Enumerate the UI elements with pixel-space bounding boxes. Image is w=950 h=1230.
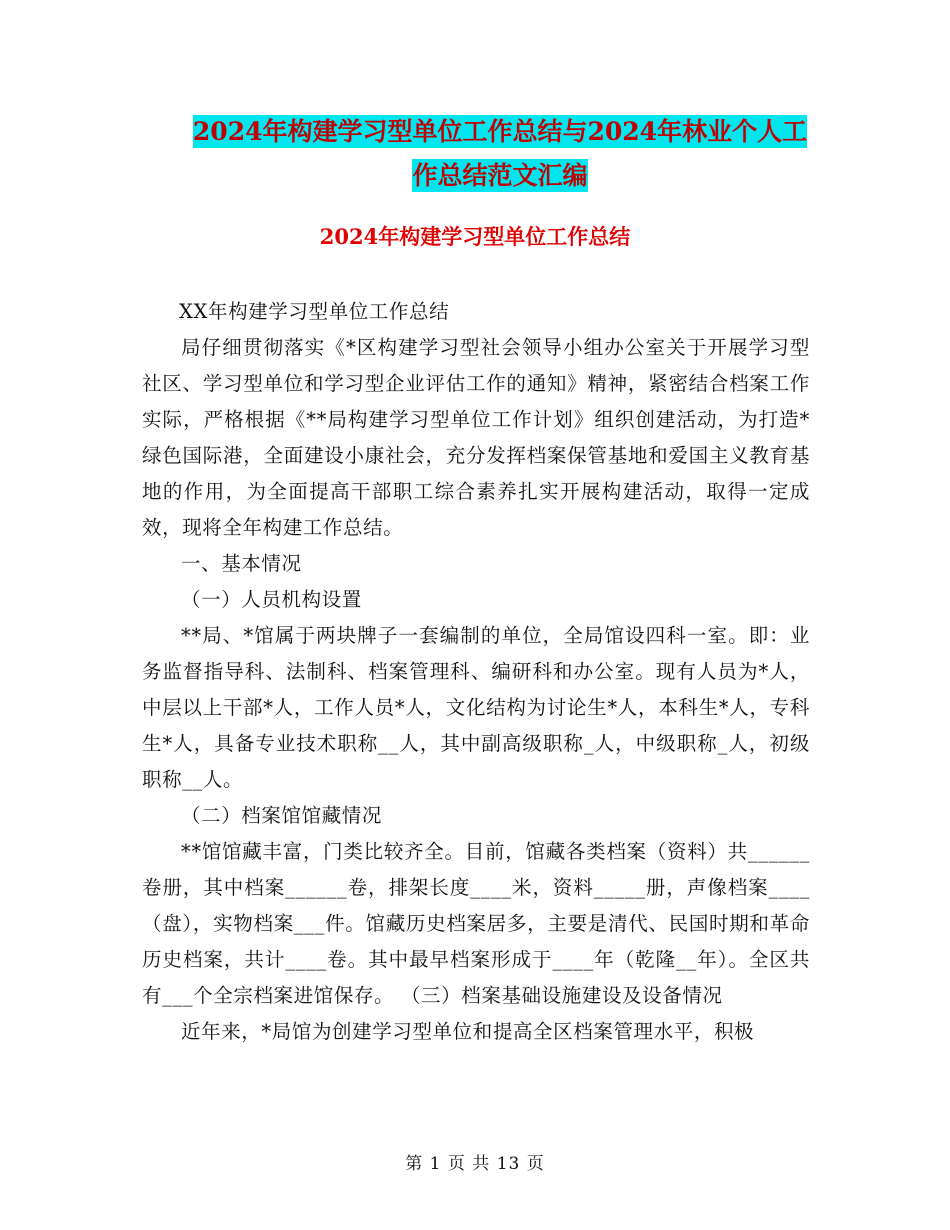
main-title bbox=[130, 110, 870, 198]
paragraph-subsection-1: （一）人员机构设置 bbox=[181, 588, 362, 611]
document-body bbox=[142, 294, 810, 1050]
main-title-line1: 2024年构建学习型单位工作总结与2024年林业个人工 bbox=[192, 117, 808, 146]
paragraph-infrastructure: 近年来，*局馆为创建学习型单位和提高全区档案管理水平，积极 bbox=[181, 1020, 755, 1043]
paragraph-intro: 局仔细贯彻落实《*区构建学习型社会领导小组办公室关于开展学习型社区、学习型单位和学习型企业评估工作的通知》精神，紧密结合档案工作实际，严格根据《**局构建学习型单位工作计划》组织创建活动，为打造*绿色国际港，全面建设小康社会，充分发挥档案保管基地和爱国主义教育基地的作用，为全面提高干部职工综合素养扎实开展构建活动，取得一定成效，现将全年构建工作总结。 bbox=[142, 336, 810, 539]
paragraph-subsection-2: （二）档案馆馆藏情况 bbox=[181, 804, 383, 827]
section-title: 2024年构建学习型单位工作总结 bbox=[319, 224, 631, 249]
paragraph-heading: XX年构建学习型单位工作总结 bbox=[179, 300, 450, 323]
paragraph-holdings: **馆馆藏丰富，门类比较齐全。目前，馆藏各类档案（资料）共______卷册，其中档案______卷，排架长度____米，资料_____册，声像档案____（盘），实物档案___件。馆藏历史档案居多，主要是清代、民国时期和革命历史档案，共计____卷。其中最早档案形成于____年（乾隆__年）。全区共有___个全宗档案进馆保存。 （三）档案基础设施建设及设备情况 bbox=[142, 840, 810, 1007]
paragraph-section-1: 一、基本情况 bbox=[181, 552, 302, 575]
page-footer: 第 1 页 共 13 页 bbox=[405, 1154, 545, 1174]
paragraph-staff: **局、*馆属于两块牌子一套编制的单位，全局馆设四科一室。即：业务监督指导科、法制科、档案管理科、编研科和办公室。现有人员为*人，中层以上干部*人，工作人员*人，文化结构为讨论生*人，本科生*人，专科生*人，具备专业技术职称__人，其中副高级职称_人，中级职称_人，初级职称__人。 bbox=[142, 624, 810, 791]
main-title-line2: 作总结范文汇编 bbox=[412, 161, 588, 190]
